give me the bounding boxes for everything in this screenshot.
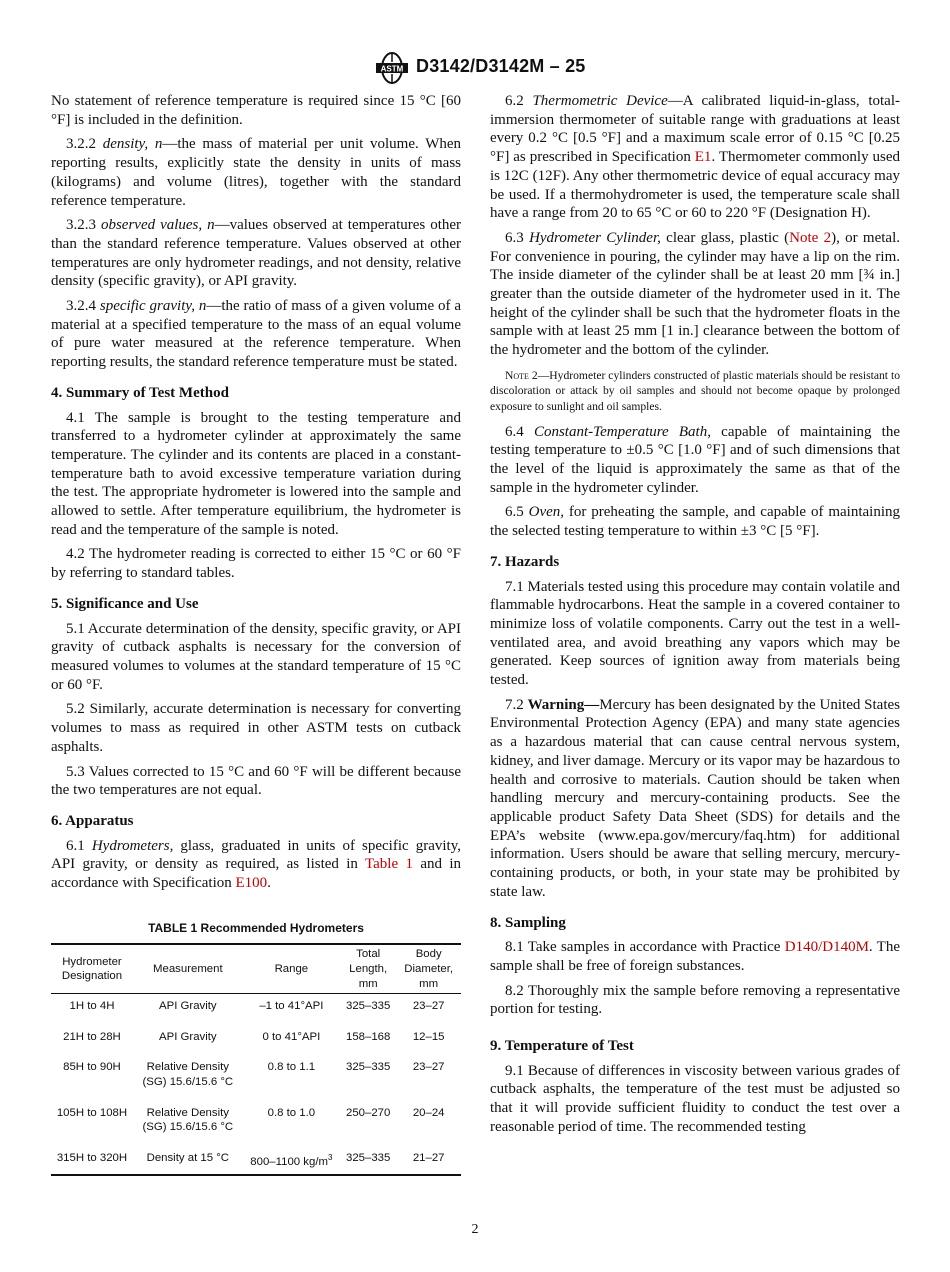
note-2 bbox=[490, 368, 900, 415]
table-cell: Relative Density (SG) 15.6/15.6 °C bbox=[142, 1106, 234, 1134]
paragraph-intro: No statement of reference temperature is required since 15 °C [60 °F] is included in the definition. bbox=[51, 93, 461, 128]
svg-text:ASTM: ASTM bbox=[380, 64, 404, 74]
paragraph-6-2 bbox=[490, 92, 900, 223]
left-column bbox=[51, 92, 461, 1176]
paragraph-9-1: 9.1 Because of differences in viscosity between various grades of cutback asphalts, the temperature of the test must be adjusted so that it will provide sufficient fluidity to conduct the test over a reasonable period of time. The recommended testing bbox=[490, 1062, 900, 1135]
paragraph-6-5 bbox=[490, 503, 900, 540]
table-cell: 0.8 to 1.0 bbox=[267, 1106, 316, 1119]
paragraph-4-2: 4.2 The hydrometer reading is corrected to either 15 °C or 60 °F by referring to standard tables. bbox=[51, 546, 461, 582]
table-cell: 0 to 41°API bbox=[262, 1030, 321, 1043]
heading-section-4: 4. Summary of Test Method bbox=[51, 384, 229, 401]
e1-spec-link[interactable]: E1 bbox=[694, 149, 712, 166]
section-number: 6.5 bbox=[505, 504, 524, 521]
body-text: capable of maintaining the testing temperature to ±0.5 °C [1.0 °F] and of such dimensions that the level of the liquid is approximately the same as that of the sample in the hydrometer cylinder. bbox=[490, 423, 901, 496]
hydrometer-table bbox=[51, 943, 461, 1176]
column-header: Measurement bbox=[153, 963, 223, 976]
paragraph-3-2-2 bbox=[51, 135, 461, 210]
paragraph-8-2: 8.2 Thoroughly mix the sample before removing a representative portion for testing. bbox=[490, 982, 900, 1018]
table-cell: 85H to 90H bbox=[63, 1061, 121, 1074]
table-cell: Relative Density (SG) 15.6/15.6 °C bbox=[142, 1061, 234, 1088]
section-number: 7.2 bbox=[505, 696, 524, 713]
body-text: for preheating the sample, and capable of maintaining the selected testing temperature to within ±3 °C [5 °F]. bbox=[490, 504, 900, 540]
term: Hydrometer Cylinder, bbox=[529, 229, 661, 246]
body-text: and in accordance with Specification bbox=[51, 856, 461, 892]
note-label: Note bbox=[505, 368, 529, 382]
e100-spec-link[interactable]: E100 bbox=[235, 875, 268, 892]
table-cell: 1H to 4H bbox=[69, 1000, 115, 1013]
table-cell: 315H to 320H bbox=[56, 1151, 128, 1164]
paragraph-4-1: 4.1 The sample is brought to the testing temperature and transferred to a hydrometer cylinder at approximately the same temperature. The cylinder and its contents are placed in a constant-temperature bath to avoid excessive temperature variation during the test. The appropriate hydrometer is lowered into the sample and allowed to settle. After temperature equilibrium, the hydrometer is read and the temperature of the sample is noted. bbox=[51, 409, 461, 538]
paragraph-7-2 bbox=[490, 696, 900, 902]
body-text: ), or metal. For convenience in pouring, the cylinder may have a lip on the rim. The inside diameter of the cylinder shall be at least 20 mm [¾ in.] greater than the outside diameter of the hydrometer used in it. The height of the cylinder shall be such that the hydrometer floats in the sample with at least 25 mm [1 in.] clearance between the bottom of the hydrometer and the bottom of the cylinder. bbox=[490, 229, 901, 359]
table-cell: 0.8 to 1.1 bbox=[267, 1061, 316, 1074]
table-row bbox=[51, 1146, 461, 1175]
table-cell bbox=[243, 1146, 340, 1175]
astm-logo-icon bbox=[374, 52, 410, 84]
page-number: 2 bbox=[471, 1222, 479, 1237]
paragraph-6-3 bbox=[490, 229, 900, 360]
section-number: 6.1 bbox=[66, 837, 85, 854]
paragraph-5-1: 5.1 Accurate determination of the density, specific gravity, or API gravity of cutback asphalts is necessary for the conversion of measured volumes to volumes at the standard temperature of 15 °C or 60 °F. bbox=[51, 620, 461, 693]
body-text: —A calibrated liquid-in-glass, total-immersion thermometer of suitable range with graduations at least every 0.2 °C [0.5 °F] and a maximum scale error of 0.15 °C [0.25 °F] as prescribed in Specification bbox=[490, 93, 901, 166]
section-number: 3.2.2 bbox=[66, 136, 96, 153]
right-column bbox=[490, 92, 900, 1143]
superscript: 3 bbox=[327, 1152, 333, 1162]
table-cell: API Gravity bbox=[159, 1030, 217, 1043]
table-cell: 12–15 bbox=[412, 1030, 445, 1043]
note-2-link[interactable]: Note 2 bbox=[789, 229, 832, 246]
table-cell: 21H to 28H bbox=[63, 1030, 121, 1043]
column-header: Body Diameter, mm bbox=[404, 948, 454, 990]
paragraph-6-1 bbox=[51, 837, 461, 893]
body-text: clear glass, plastic ( bbox=[660, 229, 790, 246]
column-header: Hydrometer Designation bbox=[61, 955, 123, 983]
heading-section-7: 7. Hazards bbox=[490, 553, 560, 570]
table-cell: 325–335 bbox=[346, 1151, 391, 1164]
section-number: 6.4 bbox=[505, 423, 524, 440]
body-text: . The sample shall be free of foreign substances. bbox=[490, 939, 900, 974]
term: Hydrometers, bbox=[91, 837, 174, 854]
definition-text: —the ratio of mass of a given volume of a material at a specified temperature to the mass of an equal volume of pure water measured at the reference temperature. When reporting results, the standard reference temperature must be stated. bbox=[51, 298, 462, 371]
table-1-link[interactable]: Table 1 bbox=[365, 856, 413, 873]
term: observed values, n bbox=[100, 217, 215, 234]
paragraph-7-1: 7.1 Materials tested using this procedure may contain volatile and flammable hydrocarbons. Heat the sample in a covered container to minimize loss of volatile components. Carry out the test in a well-ventilated area, and avoid breathing any vapors which may be generated. Keep sources of ignition away from materials being tested. bbox=[490, 578, 900, 689]
term: Thermometric Device bbox=[532, 93, 668, 109]
heading-section-9: 9. Temperature of Test bbox=[490, 1038, 634, 1055]
column-header: Total Length, mm bbox=[349, 948, 388, 990]
column-header: Range bbox=[274, 963, 309, 976]
body-text: glass, graduated in units of specific gravity, API gravity, or density as required, as listed in bbox=[51, 837, 462, 873]
table-row bbox=[51, 1101, 461, 1146]
table-cell: 20–24 bbox=[412, 1106, 445, 1119]
table-caption: TABLE 1 Recommended Hydrometers bbox=[148, 920, 364, 935]
term: Oven, bbox=[528, 504, 565, 521]
table-cell: 325–335 bbox=[346, 1000, 391, 1013]
table-cell: 105H to 108H bbox=[56, 1106, 128, 1119]
paragraph-3-2-4 bbox=[51, 297, 461, 372]
section-number: 3.2.3 bbox=[66, 217, 96, 234]
table-row bbox=[51, 994, 461, 1025]
table-row bbox=[51, 1025, 461, 1056]
note-text: 2—Hydrometer cylinders constructed of plastic materials should be resistant to discoloration or attack by oil samples and should not become opaque by prolonged exposure to sunlight and oil samples. bbox=[490, 368, 900, 414]
definition-text: —values observed at temperatures other than the standard reference temperature. Values observed at other temperatures are only hydrometer readings, and not density, relative density (specific gravity), or API gravity. bbox=[51, 217, 462, 290]
paragraph-3-2-3 bbox=[51, 216, 461, 291]
d140-practice-link[interactable]: D140/D140M bbox=[784, 939, 869, 956]
warning-label: Warning— bbox=[527, 696, 600, 713]
heading-section-8: 8. Sampling bbox=[490, 914, 566, 931]
table-cell: 21–27 bbox=[412, 1151, 445, 1164]
body-text: . Thermometer commonly used is 12C (12F). Any other thermometric device of equal accuracy may be used. If a thermohydrometer is used, the temperature scale shall have a range from 20 to 65 °C or 60 to 220 °F (Designation H). bbox=[490, 149, 900, 222]
term: density, n bbox=[102, 136, 163, 153]
body-text: . bbox=[267, 875, 271, 892]
heading-section-6: 6. Apparatus bbox=[51, 812, 134, 829]
definition-text: —the mass of material per unit volume. When reporting results, explicitly state the density in units of mass (kilograms) and volume (litres), together with the standard reference temperature. bbox=[51, 136, 462, 209]
heading-section-5: 5. Significance and Use bbox=[51, 595, 199, 612]
table-row bbox=[51, 1055, 461, 1100]
term: specific gravity, n bbox=[99, 298, 207, 315]
paragraph-5-2: 5.2 Similarly, accurate determination is necessary for converting volumes to mass as required in other ASTM tests on cutback asphalts. bbox=[51, 701, 461, 755]
table-cell: API Gravity bbox=[159, 1000, 217, 1013]
page-header bbox=[0, 52, 950, 86]
table-cell: 23–27 bbox=[412, 1000, 445, 1013]
table-cell: 325–335 bbox=[346, 1061, 391, 1074]
document-id: D3142/D3142M – 25 bbox=[416, 56, 586, 76]
section-number: 6.3 bbox=[505, 229, 524, 246]
term: Constant-Temperature Bath, bbox=[533, 423, 711, 440]
table-header-row bbox=[51, 944, 461, 993]
table-cell: 250–270 bbox=[346, 1106, 391, 1119]
table-cell: Density at 15 °C bbox=[146, 1151, 230, 1164]
body-text: 8.1 Take samples in accordance with Practice bbox=[505, 939, 785, 956]
range-text: 800–1100 kg/m bbox=[250, 1155, 328, 1168]
paragraph-6-4 bbox=[490, 423, 900, 498]
table-cell: 158–168 bbox=[346, 1030, 391, 1043]
section-number: 3.2.4 bbox=[66, 298, 96, 315]
body-text: Mercury has been designated by the United States Environmental Protection Agency (EPA) and many state agencies as a hazardous material that can cause central nervous system, kidney, and liver damage. Mercury or its vapor may be hazardous to health and corrosive to materials. Caution should be taken when handling mercury and mercury-containing products. See the applicable product Safety Data Sheet (SDS) for details and the EPA’s website (www.epa.gov/mercury/faq.htm) for additional information. Users should be aware that selling mercury, mercury-containing products, or both, in your state may be prohibited by state law. bbox=[490, 696, 900, 900]
table-cell: –1 to 41°API bbox=[259, 1000, 324, 1013]
table-cell: 23–27 bbox=[412, 1061, 445, 1074]
section-number: 6.2 bbox=[505, 93, 524, 109]
paragraph-5-3: 5.3 Values corrected to 15 °C and 60 °F will be different because the two temperatures are not equal. bbox=[51, 763, 461, 799]
paragraph-8-1 bbox=[490, 938, 900, 975]
